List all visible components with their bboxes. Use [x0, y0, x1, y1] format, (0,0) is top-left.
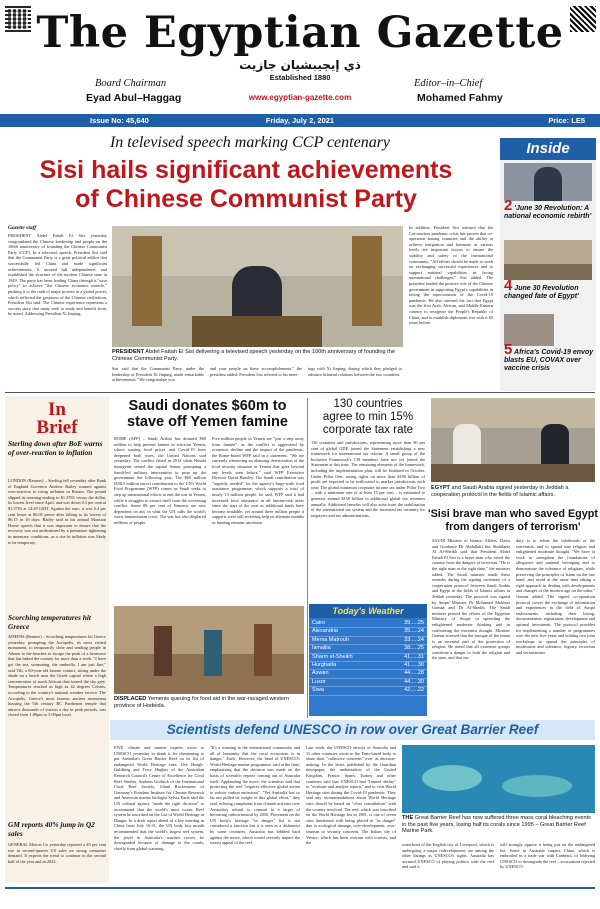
lead-headline-2: of Chinese Communist Party: [75, 185, 417, 213]
chairman-name: Eyad Abul–Haggag: [86, 92, 182, 104]
weather-temps: 42.....22: [404, 687, 424, 694]
lead-column-4: In addition, President Sisi stressed that the Coronavirus pandemic crisis has proven that co-operation among countries and the ability to achieve integration and harmony at various levels are important factors to ensure the stability and safety of the international community. "All efforts should be made to work on exchanging successful experiences and to support national capabilities in facing international challenges," Sisi added. The president lauded the positive role of the Chinese government in supporting Egypt's capabilities in facing the repercussions of the Covid-19 pandemic. He also stressed the fact that Egypt was the first Arab, African, and Middle Eastern country to recognise the People's Republic of China, and to establish diplomatic ties with it 65 years before.: [409, 225, 493, 326]
weather-row: [309, 670, 427, 678]
issue-number: Issue No: 45,640: [90, 116, 149, 125]
weather-min: 38: [404, 645, 411, 652]
issue-price: Price: LE5: [548, 116, 585, 125]
weather-max: 24: [417, 636, 424, 643]
masthead-title: The Egyptian Gazette: [36, 8, 564, 58]
tax-headline-2: agree to min 15%: [322, 411, 414, 423]
weather-max: 31: [417, 653, 424, 660]
saudi-headline-1: Saudi donates $60m to: [128, 398, 287, 414]
unesco-headline-bar: [110, 720, 595, 740]
weather-row: [309, 654, 427, 662]
weather-temps: 33.....24: [404, 636, 424, 643]
weather-temps: 41.....30: [404, 662, 424, 669]
masthead: [0, 0, 600, 113]
inside-item-3[interactable]: [504, 341, 594, 373]
weather-table: [309, 618, 427, 696]
lead-below-2: and your people on these accomplishments," the president added. President Sisi referred to his meet-: [210, 366, 302, 377]
inside-item-2[interactable]: [504, 277, 594, 301]
weather-max: 30: [417, 662, 424, 669]
yemen-caption: DISPLACED Yemenis queuing for food aid in the war-ravaged western province of Hodeida.: [114, 696, 290, 709]
weather-city: Luxor: [312, 678, 326, 685]
weather-row: [309, 637, 427, 645]
tax-text: 130 countries and jurisdictions, representing more than 90 per cent of global GDP, joined the Statement establishing a new framework for international tax reform. A small group of the Inclusive Framework's 139 members have not yet joined the Statement at this time. The remaining elements of the framework, including the implementation plan, will be finalised in October. Under Pillar One, taxing rights on more than $100 billion of profit are expected to be reallocated to market jurisdictions each year. The global minimum corporate income tax under Pillar Two – with a minimum rate of at least 15 per cent – is estimated to generate around $150 billion in additional global tax revenues annually. Additional benefits will also arise from the stabilisation of the international tax system and the increased tax certainty for taxpayers and tax administrations.: [311, 440, 425, 518]
chairman-role: Board Chairman: [95, 78, 167, 89]
saudi-column-2: Five million people in Yemen are "just a step away from famine", as the conflict is aggravated by economic decline and the impact of the pandemic, the Rome-based WFP said in a statement. "We are currently witnessing an alarming deterioration of the food security situation in Yemen that goes beyond any levels seen before," said WFP Executive Director David Beasley. The Saudi contribution was "urgently needed" for the agency's large-scale food assistance programme, which supports a total of nearly 13 million people, he said. WFP said it had increased food assistance in all famine-risk areas since the start of the year as additional funds have become available, yet around three million people it supports were still receiving help on alternate months as funding remains uncertain.: [212, 436, 304, 525]
weather-temps: 39.....25: [404, 620, 424, 626]
inside-title-3: Africa's Covid-19 envoy blasts EU, COVAX over vaccine crisis: [504, 349, 594, 372]
weather-max: 30: [417, 678, 424, 685]
inside-photo-2: [504, 240, 592, 280]
weather-min: 41: [404, 653, 411, 660]
weather-city: Alexandria: [312, 628, 338, 635]
saudi-column-1: ROME (AFP) – Saudi Arabia has donated $60 million to help prevent famine in war-torn Yemen, where soaring food prices and Covid-19 have deepened both woes, the United Nations said yesterday. The conflict flared in 2014 when Houthi insurgents seized the capital Sanaa, prompting a Saudi-led military intervention to prop up the government the following year. The $60 million ($50.5 million euros) contribution to the UN's World Food Programme (WFP) comes as Saudi seeks to step up international efforts to end the war in Yemen, while it struggles to extract itself from the worsening conflict. Some 80 per cent of Yemenis are now dependent on aid, in what the UN calls the world's worst humanitarian crisis. The war has also displaced millions of people.: [114, 436, 206, 525]
lead-headline-1: Sisi hails significant achievements: [39, 156, 453, 184]
weather-max: 25: [417, 620, 424, 626]
weather-row: [309, 679, 427, 687]
weather-max: 28: [417, 670, 424, 677]
weather-min: 44: [404, 678, 411, 685]
reef-photo: [402, 745, 595, 813]
weather-row: [309, 645, 427, 653]
inside-panel: [500, 138, 596, 391]
weather-row: [309, 628, 427, 636]
sisi-headline-2: from dangers of terrorism': [445, 521, 581, 533]
yemen-photo: [114, 606, 304, 694]
protocol-photo: [431, 398, 595, 482]
lead-kicker: In televised speech marking CCP centenary: [109, 134, 391, 151]
reef-caption: THE Great Barrier Reef has now suffered three mass coral bleaching events in the past five years, losing half its corals since 1995 – Great Barrier Reef Marine Park.: [402, 815, 591, 835]
sisi-column-2: duty is to refute the falsehoods of the extremists, and to spread true religion and enlightened moderate thought. "We have to work to strengthen the foundations of allegiance and national belonging and to demonstrate the tolerance of religions, while preserving the principles of Islam on the one hand, and avoid at the same time taking a rigid approach in dealing with developments and changes of the modern age on the other," Gomaa added. The signed co-operation protocol covers the exchange of information and experiences in the field of Awqaf endowments, including their listing, documentation, registration, development and optimal investment. The protocol provides for implementing a number of programmes over the next five years and holding two joint workshops to spread the principles of moderation and tolerance, bigotry, terrorism and sectarianism.: [516, 538, 595, 655]
inside-title-2: June 30 Revolution changed fate of Egypt': [504, 285, 579, 300]
sisi-headline-1: 'Sisi brave man who saved Egypt: [428, 508, 598, 520]
inside-page-2: 4: [504, 277, 513, 294]
editor-name: Mohamed Fahmy: [417, 92, 503, 104]
brief-title-3: GM reports 40% jump in Q2 sales: [8, 820, 95, 838]
inside-page-1: 2: [504, 197, 513, 214]
weather-max: 22: [417, 687, 424, 694]
website-url[interactable]: www.egyptian-gazette.com: [248, 93, 352, 102]
weather-title: Today's Weather: [309, 604, 427, 618]
saudi-headline-2: stave off Yemen famine: [127, 414, 288, 430]
inside-page-3: 5: [504, 341, 513, 358]
arabic-title: ذي إيجيبشيان جازيت: [239, 58, 361, 72]
editor-role: Editor–in–Chief: [414, 78, 483, 89]
inside-photo-1: [504, 163, 592, 201]
divider-top: [5, 392, 595, 393]
weather-min: 44: [404, 670, 411, 677]
unesco-column-4: waterfront of the English city of Liverpool, which is undergoing a major redevelopment, are among the other listings as UNESCO's sights. Australia has accused UNESCO of playing politics with the reef and said it: [402, 842, 494, 870]
inside-item-1[interactable]: [504, 197, 594, 221]
unesco-headline: Scientists defend UNESCO in row over Great Barrier Reef: [166, 722, 539, 737]
weather-temps: 44.....30: [404, 678, 424, 685]
weather-city: Mersa Matrouh: [312, 636, 349, 643]
weather-min: 39: [404, 620, 411, 626]
issue-date: Friday, July 2, 2021: [265, 116, 335, 125]
lead-photo: [112, 226, 403, 347]
issue-bar: [0, 114, 600, 127]
tax-headline-3: corporate tax rate: [322, 424, 414, 436]
weather-temps: 35.....24: [404, 628, 424, 635]
lead-column-1: PRESIDENT Abdel Fattah El Sisi yesterday congratulated the Chinese leadership and people on the 100th anniversary of founding the Chinese Communist Party (CCP). In a televised speech, President Sisi said that the Communist Party is a great political edifice that successfully led China and made significant achievements. It secured full independence, and established the structure of the modern Chinese state in 1949. The party has been leading China through a "wise policy" to achieve "the Chinese economic miracle," pushing it to the rank of major powers in a global power, which reflected the greatness of the Chinese civilisation, President Sisi said. The Chinese experience represents a success story that many seek to study and benefit from, he noted. Addressing President Xi Jinping,: [8, 233, 107, 317]
weather-city: Cairo: [312, 620, 326, 626]
unesco-column-2: "It's a warning to the international community and all of humanity that the coral ecosystem is in danger," Earle. However, the head of UNESCO's World Heritage marine programme, said at the time, emphasising that the decision was made on the basis of scientific reports coming out of Australia itself. Applauding the move, the scientists said that protecting the reef "requires effective global action to reduce carbon emissions". "Yet Australia has so far not pulled its weight in this global effort," they said, echoing complaints from climate activists over Australia's refusal to commit to a target of becoming carbon-neutral by 2050. Placement on the UN body's heritage "in danger" list is not considered a sanction but it is seen as a dishonour by some countries. Australia has lobbied hard against the move, which would severely impact the tourist appeal of the reef.: [210, 745, 300, 846]
weather-row: [309, 620, 427, 628]
weather-row: [309, 662, 427, 670]
unesco-column-1: FIVE climate and marine experts wrote to UNESCO yesterday to thank it for threatening to put Australia's Great Barrier Reef on its list of endangered World Heritage sites. Ove Hoegh-Guldberg and Terry Hughes of the Australian Research Council's Centre of Excellence for Coral Reef Studies, Andreas Grobeck of the International Coral Reef Society, Johan Rockstroem of Germany's Potsdam Institute for Climate Research and American marine biologist Sylvia Earle said the UN cultural agency "made the right decision" to recommend that the world's most iconic Reef system be inscribed on the List of World Heritage in Danger. In a draft report ahead of a key meeting in China from July 16-31, the UN body last month recommended that the world's largest reef system, the jewel in Australia's tourism crown, be downgraded because of damage to the corals, chiefly from global warming.: [114, 745, 204, 851]
weather-city: Aswan: [312, 670, 329, 677]
brief-title-1: Sterling down after BoE warns of over-reaction to inflation: [8, 439, 103, 457]
weather-max: 24: [417, 628, 424, 635]
divider-bottom: [5, 887, 595, 889]
weather-min: 41: [404, 662, 411, 669]
lead-byline: Gazette staff: [8, 225, 37, 231]
lead-caption: PRESIDENT Abdel Fattah El Sisi delivering a televised speech yesterday on the 100th anniversary of founding the Chinese Communist Party.: [112, 349, 395, 362]
tax-headline-1: 130 countries: [333, 398, 403, 410]
protocol-caption: EGYPT and Saudi Arabia signed yesterday in Jeddah a cooperation protocol in the fields of Islamic affairs.: [431, 485, 569, 498]
weather-min: 35: [404, 628, 411, 635]
weather-min: 42: [404, 687, 411, 694]
unesco-column-3: Last week, the UNESCO envoys of Australia and 11 other countries wrote to the Paris-based body to share their "collective concerns" over its decision-making. In the letter, published by the Guardian newspaper, the ambassadors of the United Kingdom, France, Spain, Turkey and other countries said that UNESCO had "limited ability" to "evaluate and analyse reports" and to visit World Heritage sites during the Covid-19 pandemic. They said any recommendations about World Heritage sites should be based on "close consultation" with the country involved. The reef, which was inscribed on the World Heritage list in 1981, is one of seven sites threatened with being placed in "in danger" due to ecological damage, over-development, over-tourism or security concerns. The Italian city of Venice, which has been overrun with tourists, and the: [306, 745, 396, 846]
weather-max: 25: [417, 645, 424, 652]
brief-label: Brief: [36, 417, 78, 438]
inside-label: Inside: [500, 138, 596, 160]
weather-row: [309, 687, 427, 695]
brief-text-3: GENERAL Motors Co yesterday reported a 40 per cent rise in second-quarter US sales on strong consumer demand. It expects the trend to continue in the second half of the year and in 2022.: [8, 842, 106, 864]
weather-box: [309, 604, 427, 716]
weather-min: 33: [404, 636, 411, 643]
unesco-column-5: will strongly oppose it being put on the endangered list. Some in Australia suspect China, which is embroiled in a trade war with Canberra, of lobbying UNESCO to downgrade the reef – accusations rejected by UNESCO.: [500, 842, 595, 870]
weather-temps: 38.....25: [404, 645, 424, 652]
established: Established 1880: [269, 73, 331, 82]
lead-below-3: ings with Xi Jinping, during which they pledged to advance bilateral relations between the two countries.: [308, 366, 402, 377]
inside-title-1: 'June 30 Revolution: A national economic rebirth': [504, 205, 592, 220]
brief-text-1: LONDON (Reuters) – Sterling fell yesterday after Bank of England Governor Andrew Bailey warned against over-reaction to rising inflation in Britain. The pound slipped in morning trading to $1.3765 versus the dollar, its lowest level since April, and was down 0.3 per cent at $1.3783 at 14:49 GMT. Against the euro, it was 0.4 per cent lower at 86.05 pence after falling to its lowest of 86.15 in 16 days. Bailey said in his annual Mansion House speech that it was important to ensure that the recovery was not undermined by a premature tightening in monetary conditions, as a rise in inflation was likely to be temporary.: [8, 478, 106, 545]
lead-below-1: Sisi said that the Communist Party, under the leadership of President Xi Jinping, made remarkable achievements. "We congratulate you: [112, 366, 204, 383]
weather-temps: 41.....31: [404, 653, 424, 660]
qr-code: [5, 6, 31, 32]
brief-text-2: ATHENS (Reuters) – Scorching temperatures hit Greece yesterday, prompting the Acropolis, its most visited monument, to temporarily close and sending people in Athens to the beaches to escape the peak of a heatwave that has baked the country for more than a week. "I have got the sea, swimming, the umbrella, I am just fine," said Vili, a 60-year-old bronze contact, sitting under the shade on a beach near the Greek capital where a high concentration of north African dust turned the sky grey. Temperatures reached as high as 42 degrees Celsius, according to the country's national weather service. The Acropolis, Greece's most famous ancient monument housing the 5th century BC Parthenon temple that attracts thousands of visitors a day in peak periods, was closed from 1:00pm to 5:00pm local.: [8, 634, 106, 718]
weather-city: Sharm el-Sheikh: [312, 653, 353, 660]
weather-temps: 44.....28: [404, 670, 424, 677]
divider-v1: [307, 398, 308, 718]
sisi-column-1: SAUDI Minister of Islamic Affairs, Dawa and Guidance Dr Abdullatif bin Abdulaziz Al Al-Sheikh said that President Abdel Fattah El Sisi is a brave man who saved the country from the dangers of terrorism. "He is the right man at the right time," the minister added. The Saudi minister made these remarks during the signing ceremony of a cooperation protocol between Saudi Arabia and Egypt in the fields of Islamic affairs in Jeddah yesterday. The protocol was signed by Awqaf Minister Dr Mohamed Mokhtar Gomaa and Dr Al-Sheikh. The Saudi minister praised the efforts of the Egyptian Ministry of Awqaf in spreading the enlightened moderate thinking and in confronting the extremist thought. Minister Gomaa stressed that the mosque of the imam is an essential part of the protection of religion. He noted that all extremist groups constitute a danger to both the religion and the state, and that our: [432, 538, 510, 661]
weather-city: Siwa: [312, 687, 324, 694]
brief-label-in: In: [48, 399, 66, 420]
weather-city: Hurghada: [312, 662, 337, 669]
qr-code-right: [570, 6, 596, 32]
brief-title-2: Scorching temperatures hit Greece: [8, 613, 91, 631]
weather-city: Ismailia: [312, 645, 331, 652]
